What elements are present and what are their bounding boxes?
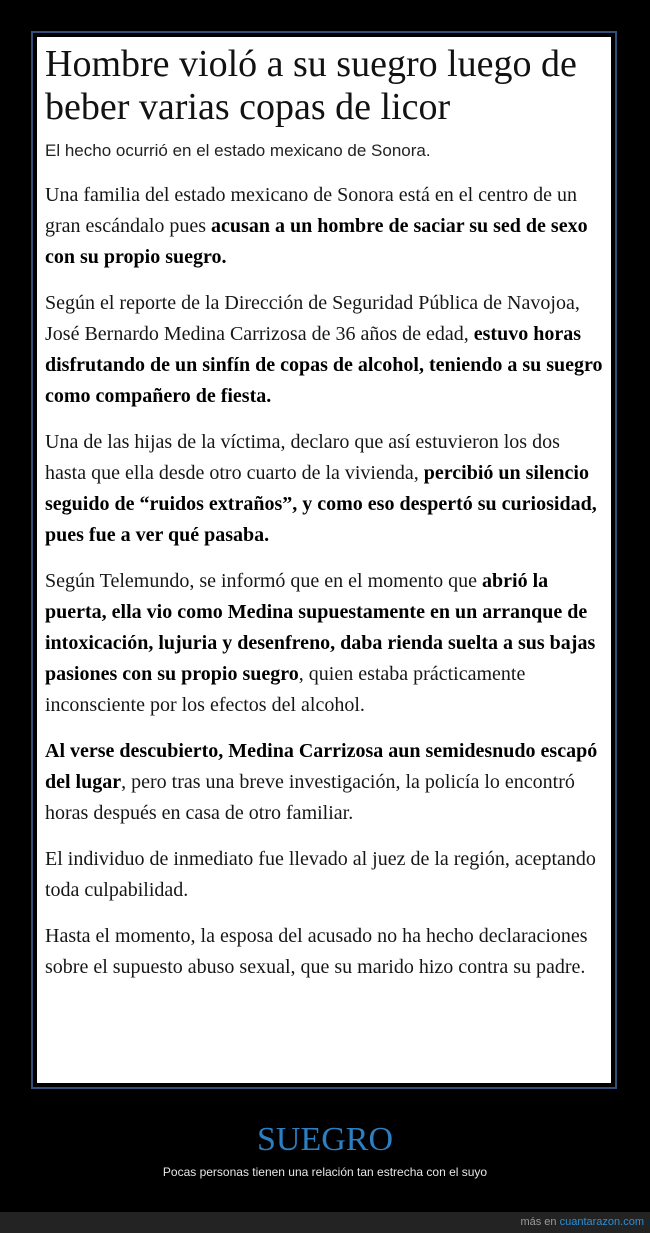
article-paragraph-6: El individuo de inmediato fue llevado al juez de la región, aceptando toda culpabilidad. — [45, 848, 596, 901]
article-headline: Hombre violó a su suegro luego de beber varias copas de licor — [45, 43, 577, 128]
article-paragraph-7: Hasta el momento, la esposa del acusado no ha hecho declaraciones sobre el supuesto abuso sexual, que su marido hizo contra su padre. — [45, 925, 588, 978]
article-subhead: El hecho ocurrió en el estado mexicano de Sonora. — [45, 141, 431, 160]
meme-title: SUEGRO — [256, 1121, 394, 1158]
footer-prefix: más en — [520, 1216, 560, 1228]
article-paragraph-4: Según Telemundo, se informó que en el momento que abrió la puerta, ella vio como Medina supuestamente en un arranque de intoxicación, lujuria y desenfreno, daba rienda suelta a sus bajas pasiones con su propio suegro, quien estaba prácticamente inconsciente por los efectos del alcohol. — [45, 570, 596, 716]
article-paragraph-1: Una familia del estado mexicano de Sonora está en el centro de un gran escándalo pues acusan a un hombre de saciar su sed de sexo con su propio suegro. — [45, 184, 588, 268]
footer-site-link[interactable]: cuantarazon.com — [559, 1216, 644, 1228]
article-paragraph-2: Según el reporte de la Dirección de Seguridad Pública de Navojoa, José Bernardo Medina Carrizosa de 36 años de edad, estuvo horas disfrutando de un sinfín de copas de alcohol, teniendo a su suegro como compañero de fiesta. — [45, 292, 603, 407]
article-paragraph-5: Al verse descubierto, Medina Carrizosa aun semidesnudo escapó del lugar, pero tras una breve investigación, la policía lo encontró horas después en casa de otro familiar. — [45, 740, 598, 824]
article-screenshot-frame — [31, 31, 617, 1089]
footer-bar — [0, 1212, 650, 1233]
meme-caption: Pocas personas tienen una relación tan estrecha con el suyo — [162, 1165, 488, 1179]
article-paragraph-3: Una de las hijas de la víctima, declaro que así estuvieron los dos hasta que ella desde otro cuarto de la vivienda, percibió un silencio seguido de “ruidos extraños”, y como eso despertó su curiosidad, pues fue a ver qué pasaba. — [45, 431, 597, 546]
article-card — [37, 37, 611, 1083]
